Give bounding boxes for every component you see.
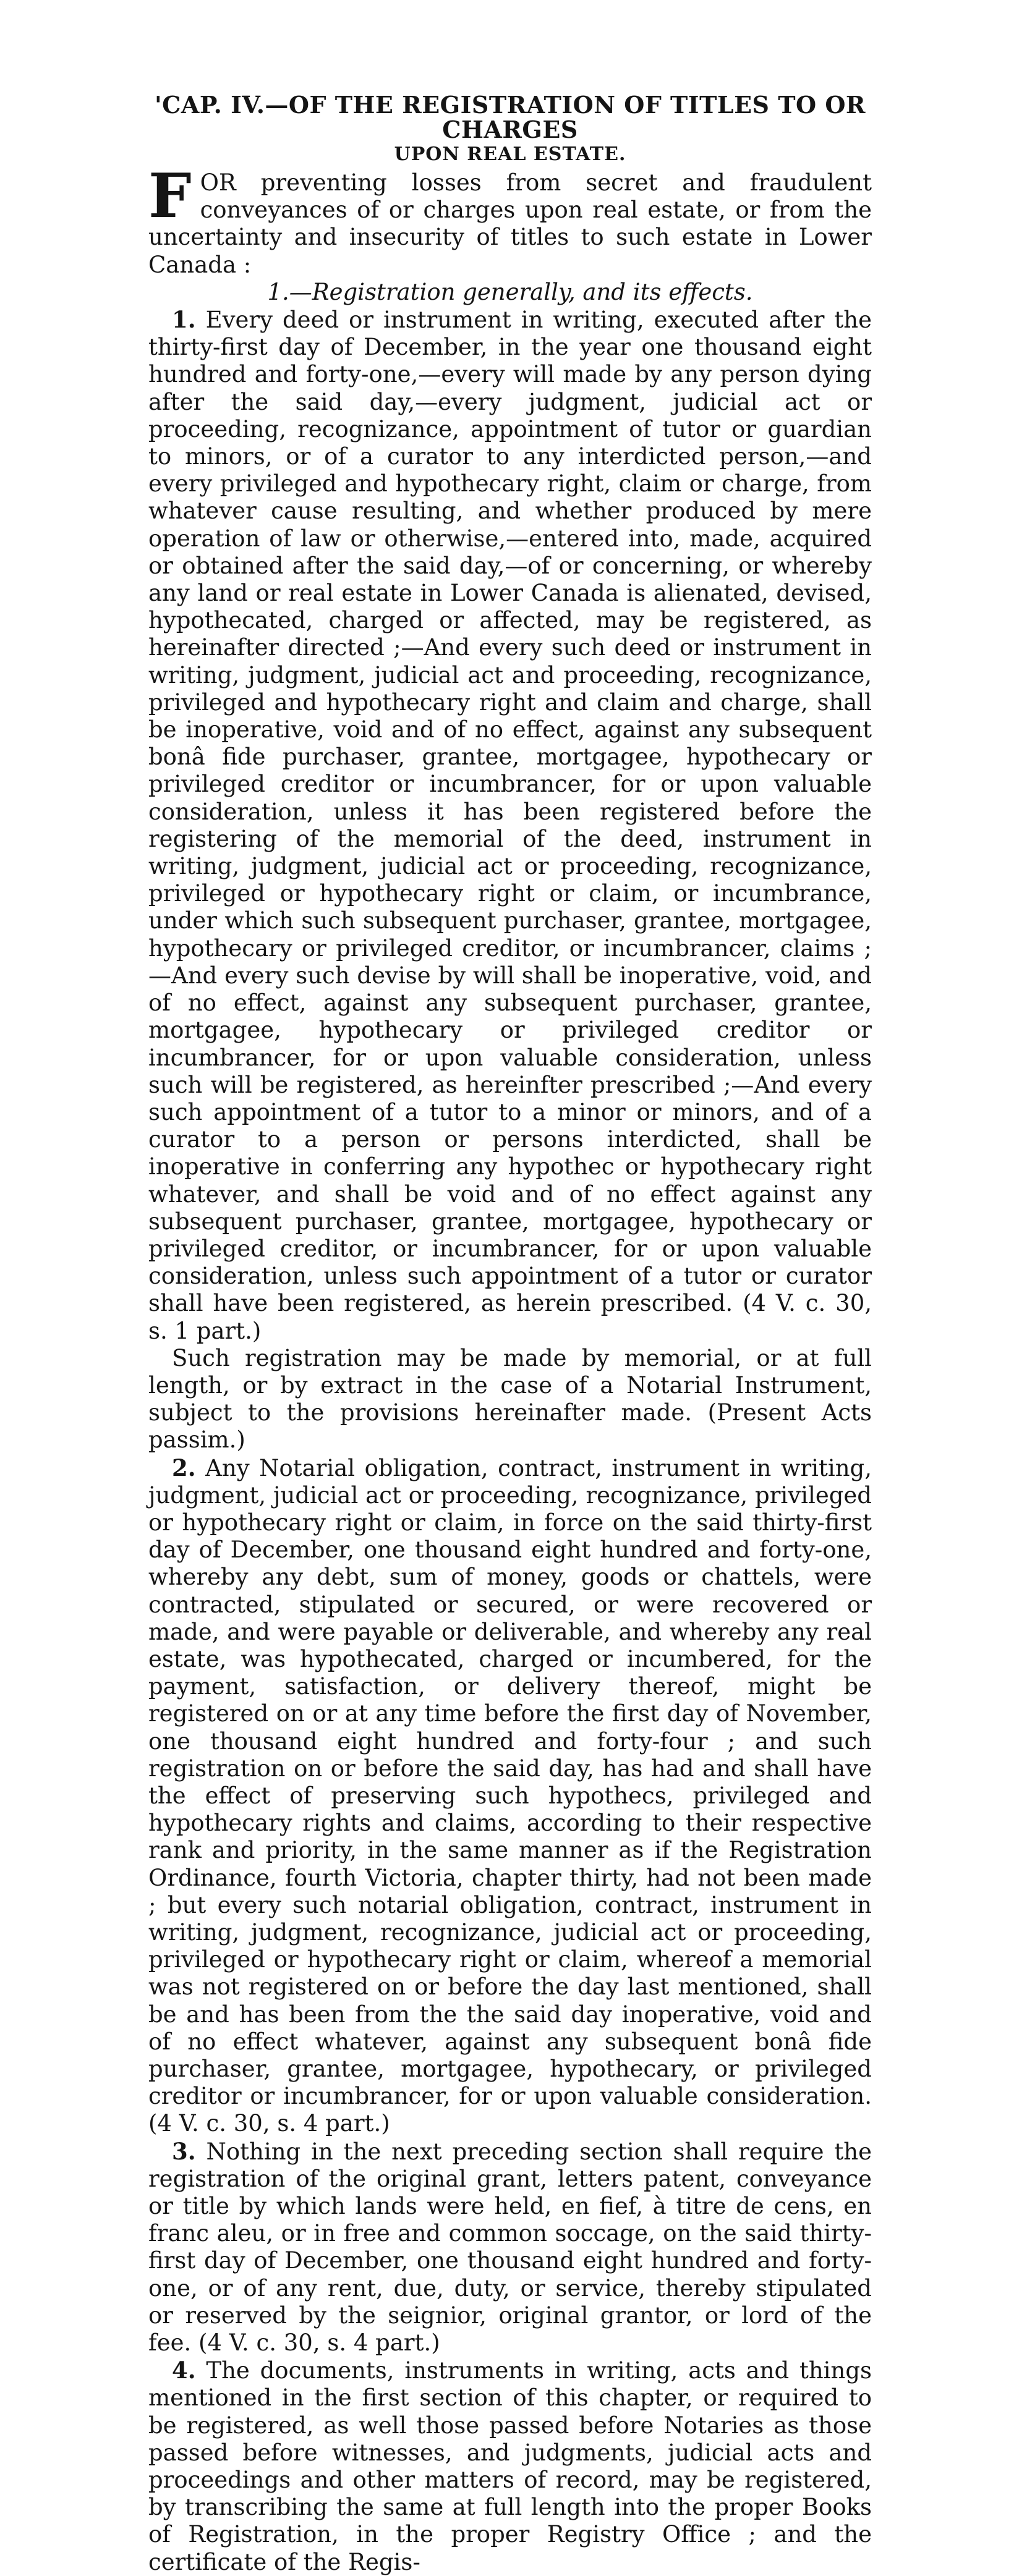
section-2 [148, 1454, 872, 2138]
chapter-title-continued: UPON REAL ESTATE. [394, 143, 626, 165]
section-1 [148, 306, 872, 1345]
section-text: Any Notarial obligation, contract, instrument in writing, judgment, judicial act or proceeding, recognizance, privileged or hypothecary right or claim, in force on the said thirty-first day of December, one thousand eight hundred and forty-one, whereby any debt, sum of money, goods or chattels, were contracted, stipulated or secured, or were recovered or made, and were payable or deliverable, and whereby any real estate, was hypothecated, charged or incumbered, for the payment, satisfaction, or delivery thereof, might be registered on or at any time before the first day of November, one thousand eight hundred and forty-four ; and such registration on or before the said day, has had and shall have the effect of preserving such hypothecs, privileged and hypothecary rights and claims, according to their respective rank and priority, in the same manner as if the Registration Ordinance, fourth Victoria, chapter thirty, had not been made ; but every such notarial obligation, contract, instrument in writing, judgment, recognizance, judicial act or proceeding, privileged or hypothecary right or claim, whereof a memorial was not registered on or before the day last mentioned, shall be and has been from the the said day inoperative, void and of no effect whatever, against any subsequent bonâ fide purchaser, grantee, mortgagee, hypothecary, or privileged creditor or incumbrancer, for or upon valuable consideration. (4 V. c. 30, s. 4 part.) [148, 1454, 872, 2137]
preamble [148, 161, 872, 279]
section-number: 4. [172, 2357, 196, 2384]
section-number: 3. [172, 2137, 196, 2165]
document-page [148, 93, 872, 2576]
drop-cap: F [148, 161, 192, 232]
section-number: 1. [172, 306, 196, 334]
section-1-continuation: Such registration may be made by memorial, or at full length, or by extract in the case of a Notarial Instrument, subject to the provisions hereinafter made. (Present Acts passim.) [148, 1344, 872, 1454]
section-heading: 1.—Registration generally, and its effects. [267, 278, 753, 305]
section-text: Every deed or instrument in writing, executed after the thirty-first day of December, in the year one thousand eight hundred and forty-one,—every will made by any person dying after the said day,—every judgment, judicial act or proceeding, recognizance, appointment of tutor or guardian to minors, or of a curator to any interdicted person,—and every privileged and hypothecary right, claim or charge, from whatever cause resulting, and whether produced by mere operation of law or otherwise,—entered into, made, acquired or obtained after the said day,—of or concerning, or whereby any land or real estate in Lower Canada is alienated, devised, hypothecated, charged or affected, may be registered, as hereinafter directed ;—And every such deed or instrument in writing, judgment, judicial act and proceeding, recognizance, privileged and hypothecary right and claim and charge, shall be inoperative, void and of no effect, against any subsequent bonâ fide purchaser, grantee, mortgagee, hypothecary or privileged creditor or incumbrancer, for or upon valuable consideration, unless it has been registered before the registering of the memorial of the deed, instrument in writing, judgment, judicial act or proceeding, recognizance, privileged or hypothecary right or claim, or incumbrance, under which such subsequent purchaser, grantee, mortgagee, hypothecary or privileged creditor, or incumbrancer, claims ;—And every such devise by will shall be inoperative, void, and of no effect, against any subsequent purchaser, grantee, mortgagee, hypothecary or privileged creditor or incumbrancer, for or upon valuable consideration, unless such will be registered, as hereinfter prescribed ;—And every such appointment of a tutor to a minor or minors, and of a curator to a person or persons interdicted, shall be inoperative in conferring any hypothec or hypothecary right whatever, and shall be void and of no effect against any subsequent purchaser, grantee, mortgagee, hypothecary or privileged creditor, or incumbrancer, for or upon valuable consideration, unless such appointment of a tutor or curator shall have been registered, as herein prescribed. (4 V. c. 30, s. 1 part.) [148, 307, 872, 1344]
section-3 [148, 2138, 872, 2357]
section-4 [148, 2357, 872, 2576]
section-text: The documents, instruments in writing, acts and things mentioned in the first section of this chapter, or required to be registered, as well those passed before Notaries as those passed before witnesses, and judgments, judicial acts and proceedings and other matters of record, may be registered, by transcribing the same at full length into the proper Books of Registration, in the proper Registry Office ; and the certificate of the Regis- [148, 2357, 872, 2575]
preamble-text: OR preventing losses from secret and fraudulent conveyances of or charges upon real estate, or from the uncertainty and insecurity of titles to such estate in Lower Canada : [148, 169, 872, 278]
section-number: 2. [172, 1454, 196, 1481]
chapter-title: 'CAP. IV.—OF THE REGISTRATION OF TITLES TO OR CHARGES [154, 91, 866, 143]
section-text: Nothing in the next preceding section shall require the registration of the original grant, letters patent, conveyance or title by which lands were held, en fief, à titre de cens, en franc aleu, or in free and common soccage, on the said thirty-first day of December, one thousand eight hundred and forty-one, or of any rent, due, duty, or service, thereby stipulated or reserved by the seignior, original grantor, or lord of the fee. (4 V. c. 30, s. 4 part.) [148, 2138, 872, 2357]
